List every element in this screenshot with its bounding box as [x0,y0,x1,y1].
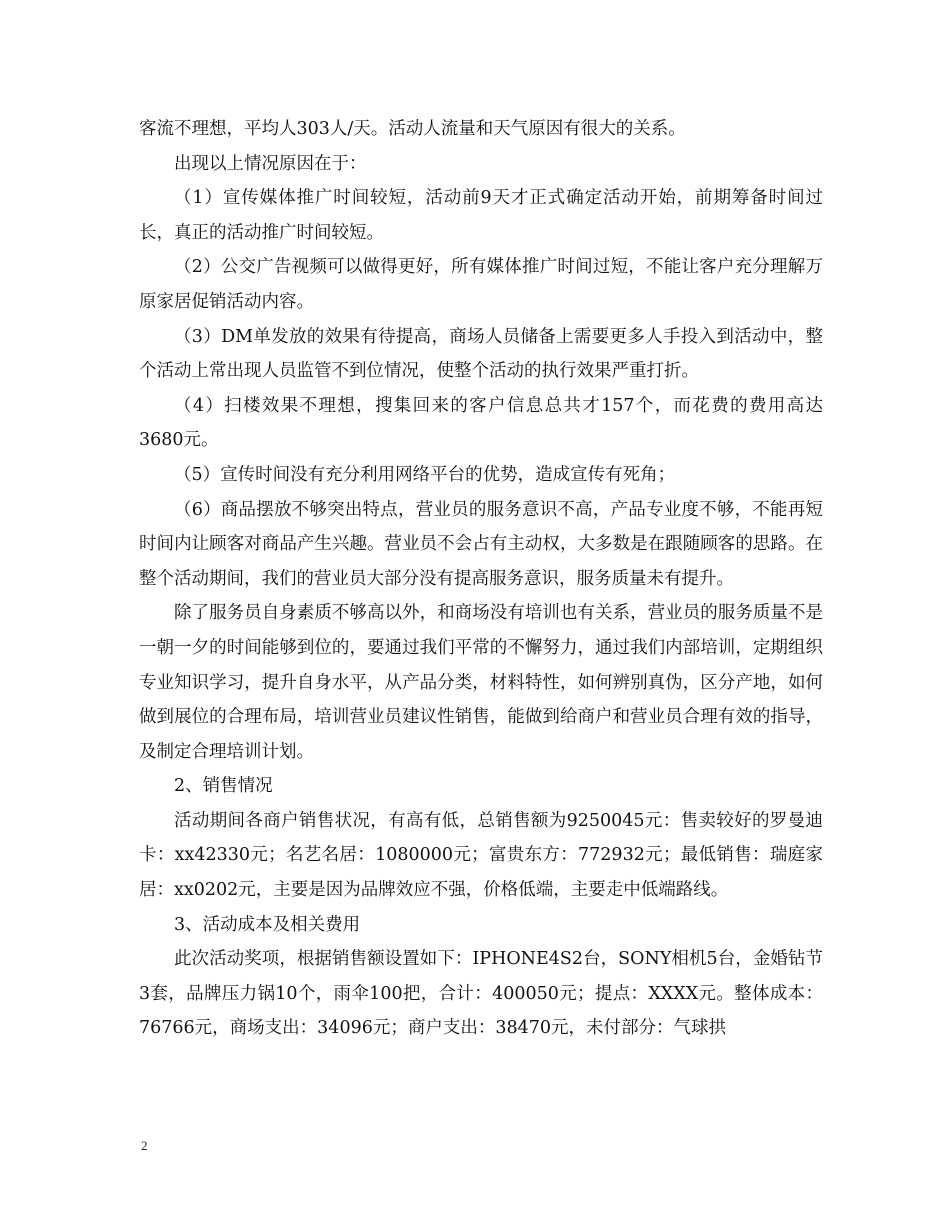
paragraph-sales: 活动期间各商户销售状况，有高有低，总销售额为9250045元：售卖较好的罗曼迪卡：xx42330元；名艺名居：1080000元；富贵东方：772932元；最低销售：瑞庭家居：xx0202元，主要是因为品牌效应不强，价格低端，主要走中低端路线。 [139,810,823,901]
paragraph-reason-6: （6）商品摆放不够突出特点，营业员的服务意识不高，产品专业度不够，不能再短时间内让顾客对商品产生兴趣。营业员不会占有主动权，大多数是在跟随顾客的思路。在整个活动期间，我们的营业员大部分没有提高服务意识，服务质量未有提升。 [139,499,823,589]
paragraph-training: 除了服务员自身素质不够高以外，和商场没有培训也有关系，营业员的服务质量不是一朝一夕的时间能够到位的，要通过我们平常的不懈努力，通过我们内部培训，定期组织专业知识学习，提升自身水平，从产品分类，材料特性，如何辨别真伪，区分产地，如何做到展位的合理布局，培训营业员建议性销售，能做到给商户和营业员合理有效的指导，及制定合理培训计划。 [139,603,823,762]
paragraph-reason-5: （5）宣传时间没有充分利用网络平台的优势，造成宣传有死角； [174,464,676,485]
document-body [139,112,823,1046]
paragraph-reasons-intro: 出现以上情况原因在于： [174,153,367,174]
paragraph-reason-1: （1）宣传媒体推广时间较短，活动前9天才正式确定活动开始，前期筹备时间过长，真正的活动推广时间较短。 [139,188,823,243]
paragraph-reason-4: （4）扫楼效果不理想，搜集回来的客户信息总共才157个，而花费的费用高达3680元。 [139,395,823,451]
section-heading-costs: 3、活动成本及相关费用 [174,914,361,935]
page-number: 2 [141,1138,148,1153]
paragraph-reason-3: （3）DM单发放的效果有待提高，商场人员储备上需要更多人手投入到活动中，整个活动上常出现人员监管不到位情况，使整个活动的执行效果严重打折。 [139,326,823,382]
paragraph-costs: 此次活动奖项，根据销售额设置如下：IPHONE4S2台，SONY相机5台，金婚钻节3套，品牌压力锅10个，雨伞100把，合计：400050元；提点：XXXX元。整体成本：76766元，商场支出：34096元；商户支出：38470元，未付部分：气球拱 [139,949,823,1039]
paragraph-reason-2: （2）公交广告视频可以做得更好，所有媒体推广时间过短，不能让客户充分理解万原家居促销活动内容。 [139,257,823,312]
paragraph-customer-flow: 客流不理想，平均人303人/天。活动人流量和天气原因有很大的关系。 [139,119,686,139]
section-heading-sales: 2、销售情况 [174,776,273,797]
